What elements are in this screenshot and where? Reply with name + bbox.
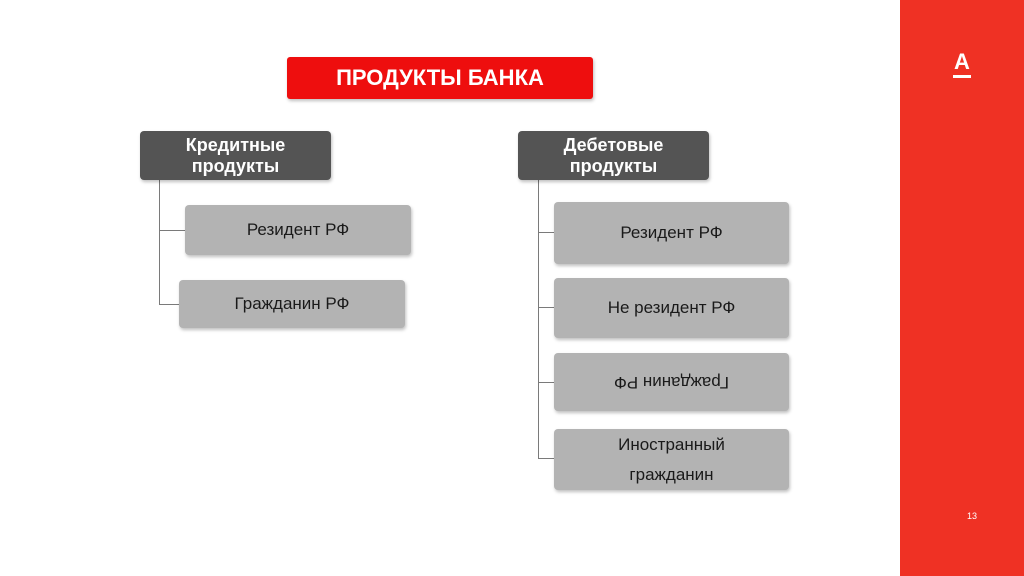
debit-header-line-1: Дебетовые xyxy=(563,134,664,155)
debit-item-foreign-line-2: гражданин xyxy=(629,464,714,484)
debit-item-nonresident-label: Не резидент РФ xyxy=(607,298,736,317)
credit-header-line-2: продукты xyxy=(191,155,280,176)
page-number: 13 xyxy=(966,511,977,521)
credit-item-citizen-label: Гражданин РФ xyxy=(234,294,350,313)
credit-products-header xyxy=(140,131,331,180)
debit-header-line-2: продукты xyxy=(569,155,658,176)
credit-connector-item-2 xyxy=(159,304,179,305)
diagram-title xyxy=(287,57,593,99)
debit-connector-item-1 xyxy=(538,232,554,233)
debit-item-foreign-citizen xyxy=(554,429,789,490)
debit-item-citizen-label: Гражданин РФ xyxy=(614,373,729,392)
credit-connector-vertical xyxy=(159,180,160,305)
debit-item-resident xyxy=(554,202,789,264)
debit-connector-vertical xyxy=(538,180,539,459)
credit-connector-item-1 xyxy=(159,230,185,231)
credit-item-resident-label: Резидент РФ xyxy=(246,220,350,239)
debit-connector-item-2 xyxy=(538,307,554,308)
debit-connector-item-3 xyxy=(538,382,554,383)
debit-connector-item-4 xyxy=(538,458,554,459)
debit-products-header xyxy=(518,131,709,180)
credit-item-resident xyxy=(185,205,411,255)
credit-header-line-1: Кредитные xyxy=(185,134,286,155)
debit-item-citizen-upside-down xyxy=(554,353,789,411)
bank-logo: А xyxy=(954,49,970,74)
debit-item-foreign-line-1: Иностранный xyxy=(618,434,725,454)
diagram-title-text: ПРОДУКТЫ БАНКА xyxy=(336,65,544,90)
debit-item-nonresident xyxy=(554,278,789,338)
red-side-band xyxy=(900,0,1024,576)
credit-item-citizen xyxy=(179,280,405,328)
debit-item-resident-label: Резидент РФ xyxy=(620,223,723,242)
logo-underline xyxy=(953,75,971,78)
